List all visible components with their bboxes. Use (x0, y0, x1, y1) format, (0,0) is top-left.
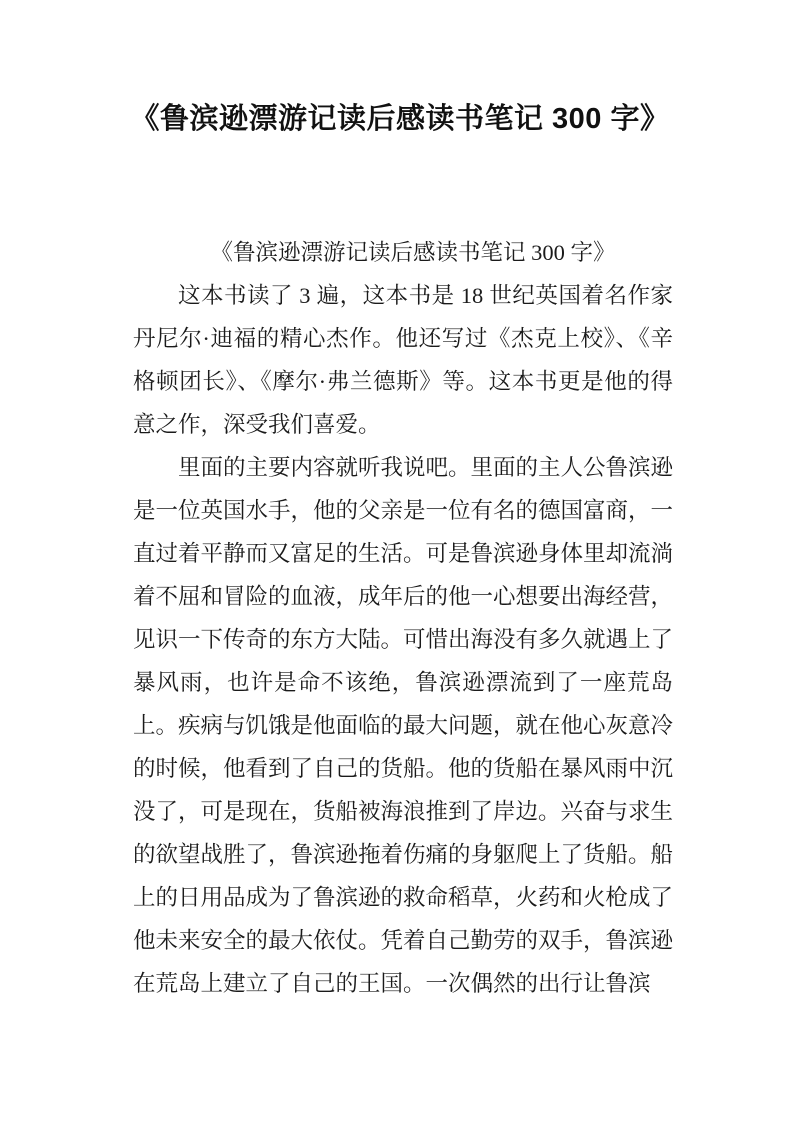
document-subtitle: 《鲁滨逊漂游记读后感读书笔记 300 字》 (210, 240, 616, 265)
document-body (133, 231, 673, 1005)
paragraph: 这本书读了 3 遍，这本书是 18 世纪英国着名作家丹尼尔·迪福的精心杰作。他还写过《杰克上校》、《辛格顿团长》、《摩尔·弗兰德斯》等。这本书更是他的得意之作，深受我们喜爱。 (133, 283, 673, 437)
paragraph: 里面的主要内容就听我说吧。里面的主人公鲁滨逊是一位英国水手，他的父亲是一位有名的德国富商，一直过着平静而又富足的生活。可是鲁滨逊身体里却流淌着不屈和冒险的血液，成年后的他一心想要出海经营，见识一下传奇的东方大陆。可惜出海没有多久就遇上了暴风雨，也许是命不该绝，鲁滨逊漂流到了一座荒岛上。疾病与饥饿是他面临的最大问题，就在他心灰意冷的时候，他看到了自己的货船。他的货船在暴风雨中沉没了，可是现在，货船被海浪推到了岸边。兴奋与求生的欲望战胜了，鲁滨逊拖着伤痛的身躯爬上了货船。船上的日用品成为了鲁滨逊的救命稻草，火药和火枪成了他未来安全的最大依仗。凭着自己勤劳的双手，鲁滨逊在荒岛上建立了自己的王国。一次偶然的出行让鲁滨 (133, 455, 674, 996)
document-title: 《鲁滨逊漂游记读后感读书笔记 300 字》 (130, 103, 670, 135)
